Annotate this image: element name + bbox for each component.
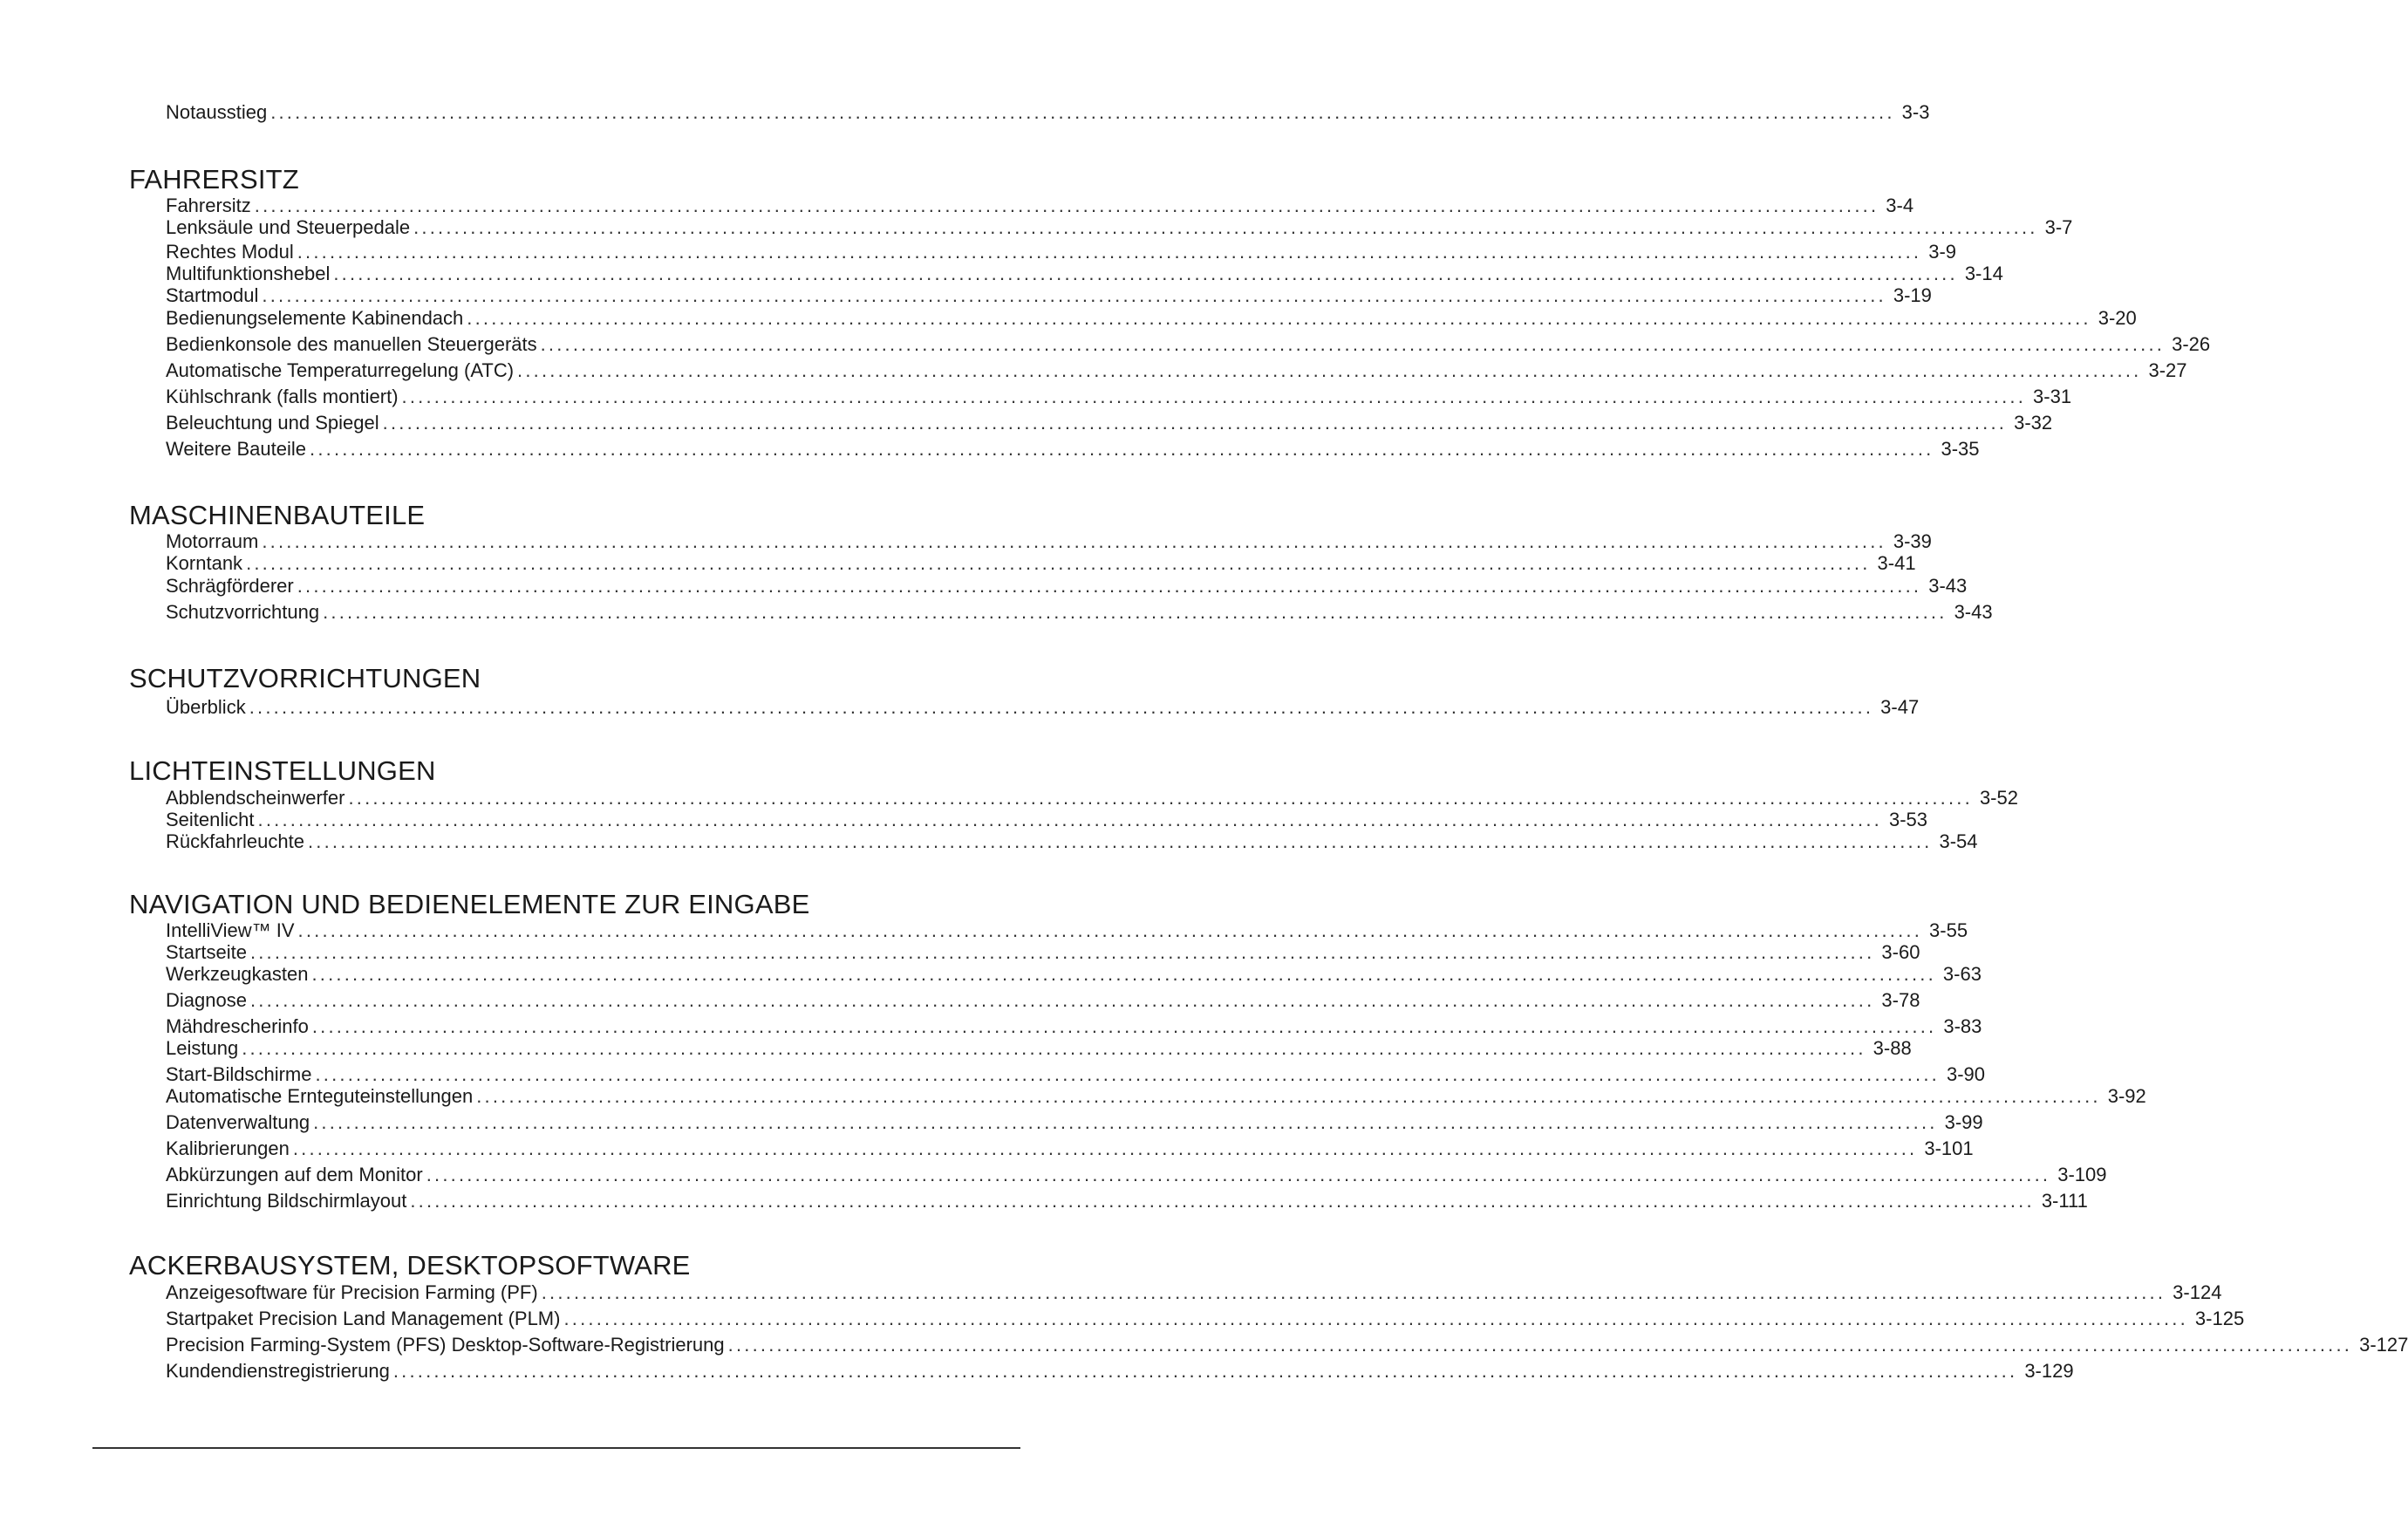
leader-dots: ........................................................................................................................................................................................................: [467, 307, 2091, 329]
toc-entry-page: 3-101: [1924, 1137, 1974, 1159]
toc-entry[interactable]: [166, 696, 1920, 719]
toc-entry[interactable]: [166, 1037, 1912, 1060]
toc-entry-label: Einrichtung Bildschirmlayout: [166, 1190, 407, 1212]
section-heading-schutzvorrichtungen: SCHUTZVORRICHTUNGEN: [129, 663, 481, 693]
toc-entry-page: 3-109: [2057, 1164, 2107, 1185]
leader-dots: ........................................................................................................................................................................................................: [249, 696, 1874, 718]
toc-entry-label: Kühlschrank (falls montiert): [166, 386, 399, 407]
toc-entry-label: Multifunktionshebel: [166, 263, 331, 284]
toc-entry[interactable]: [166, 195, 1914, 217]
toc-entry[interactable]: [166, 216, 2073, 239]
toc-entry[interactable]: [166, 989, 1920, 1012]
leader-dots: ........................................................................................................................................................................................................: [270, 101, 1895, 123]
toc-entry-label: Rückfahrleuchte: [166, 830, 304, 852]
leader-dots: ........................................................................................................................................................................................................: [297, 919, 1923, 941]
toc-entry-label: Abkürzungen auf dem Monitor: [166, 1164, 423, 1185]
toc-entry-page: 3-92: [2107, 1085, 2146, 1107]
leader-dots: ........................................................................................................................................................................................................: [333, 263, 1958, 284]
toc-entry-page: 3-41: [1877, 552, 1916, 574]
leader-dots: ........................................................................................................................................................................................................: [727, 1334, 2353, 1356]
toc-entry[interactable]: [166, 830, 1978, 853]
toc-entry[interactable]: [166, 530, 1932, 553]
leader-dots: ........................................................................................................................................................................................................: [426, 1164, 2051, 1185]
toc-entry-label: Schrägförderer: [166, 575, 294, 597]
toc-entry-page: 3-43: [1928, 575, 1968, 597]
toc-entry-label: Werkzeugkasten: [166, 963, 309, 985]
toc-entry-label: Automatische Ernteguteinstellungen: [166, 1085, 474, 1107]
toc-entry-label: Notausstieg: [166, 101, 268, 123]
toc-entry[interactable]: [166, 386, 2072, 408]
toc-entry[interactable]: [166, 1190, 2088, 1212]
leader-dots: ........................................................................................................................................................................................................: [310, 438, 1934, 460]
toc-entry-page: 3-43: [1954, 601, 1993, 623]
toc-entry-label: Diagnose: [166, 989, 247, 1011]
toc-entry-label: Start-Bildschirme: [166, 1063, 312, 1085]
toc-entry-page: 3-90: [1946, 1063, 1985, 1085]
toc-entry-page: 3-3: [1901, 101, 1930, 123]
toc-entry[interactable]: [166, 1137, 1974, 1160]
toc-entry-page: 3-99: [1944, 1111, 1983, 1133]
toc-entry[interactable]: [166, 1308, 2245, 1330]
section-heading-fahrersitz: FAHRERSITZ: [129, 164, 299, 195]
toc-entry[interactable]: [166, 919, 1968, 942]
leader-dots: ........................................................................................................................................................................................................: [382, 412, 2008, 434]
toc-entry-label: Abblendscheinwerfer: [166, 787, 345, 809]
toc-entry-page: 3-32: [2014, 412, 2053, 434]
leader-dots: ........................................................................................................................................................................................................: [307, 830, 1933, 852]
toc-entry[interactable]: [166, 1281, 2222, 1304]
section-heading-maschinenbauteile: MASCHINENBAUTEILE: [129, 500, 426, 530]
toc-entry-page: 3-14: [1964, 263, 2003, 284]
leader-dots: ........................................................................................................................................................................................................: [315, 1063, 1940, 1085]
toc-entry-label: Fahrersitz: [166, 195, 251, 216]
leader-dots: ........................................................................................................................................................................................................: [476, 1085, 2101, 1107]
toc-entry-label: Startpaket Precision Land Management (PLM): [166, 1308, 561, 1329]
leader-dots: ........................................................................................................................................................................................................: [541, 1281, 2166, 1303]
toc-entry-page: 3-88: [1873, 1037, 1912, 1059]
toc-entry[interactable]: [166, 1063, 1985, 1086]
leader-dots: ........................................................................................................................................................................................................: [246, 552, 1871, 574]
leader-dots: ........................................................................................................................................................................................................: [249, 941, 1875, 963]
toc-entry-page: 3-52: [1979, 787, 2018, 809]
toc-entry-label: Überblick: [166, 696, 246, 718]
toc-entry-label: Leistung: [166, 1037, 239, 1059]
toc-entry-page: 3-83: [1943, 1015, 1982, 1037]
leader-dots: ........................................................................................................................................................................................................: [297, 241, 1922, 263]
section-heading-navigation: NAVIGATION UND BEDIENELEMENTE ZUR EINGABE: [129, 889, 810, 919]
toc-entry-page: 3-111: [2041, 1190, 2088, 1212]
toc-entry-page: 3-9: [1928, 241, 1957, 263]
toc-entry[interactable]: [166, 941, 1920, 964]
toc-entry-page: 3-60: [1881, 941, 1920, 963]
toc-entry[interactable]: [166, 1164, 2107, 1186]
toc-entry-label: Schutzvorrichtung: [166, 601, 320, 623]
toc-entry-notausstieg[interactable]: [166, 101, 1930, 124]
toc-entry-label: Seitenlicht: [166, 809, 255, 830]
leader-dots: ........................................................................................................................................................................................................: [297, 575, 1922, 597]
toc-entry-page: 3-54: [1939, 830, 1978, 852]
toc-entry[interactable]: [166, 1360, 2074, 1383]
toc-entry-page: 3-125: [2194, 1308, 2245, 1329]
toc-entry-label: Startseite: [166, 941, 247, 963]
leader-dots: ........................................................................................................................................................................................................: [540, 333, 2166, 355]
leader-dots: ........................................................................................................................................................................................................: [292, 1137, 1918, 1159]
leader-dots: ........................................................................................................................................................................................................: [348, 787, 1973, 809]
leader-dots: ........................................................................................................................................................................................................: [249, 989, 1875, 1011]
leader-dots: ........................................................................................................................................................................................................: [242, 1037, 1866, 1059]
leader-dots: ........................................................................................................................................................................................................: [392, 1360, 2018, 1382]
toc-entry-label: Weitere Bauteile: [166, 438, 307, 460]
toc-entry[interactable]: [166, 575, 1968, 598]
toc-entry[interactable]: [166, 963, 1982, 986]
toc-entry-label: Korntank: [166, 552, 243, 574]
toc-entry[interactable]: [166, 1085, 2146, 1108]
leader-dots: ........................................................................................................................................................................................................: [410, 1190, 2035, 1212]
toc-entry-page: 3-47: [1880, 696, 1920, 718]
toc-entry-page: 3-35: [1941, 438, 1980, 460]
toc-entry[interactable]: [166, 438, 1980, 461]
leader-dots: ........................................................................................................................................................................................................: [257, 809, 1882, 830]
toc-entry-page: 3-53: [1888, 809, 1928, 830]
toc-entry-label: Automatische Temperaturregelung (ATC): [166, 359, 515, 381]
toc-entry-page: 3-63: [1942, 963, 1982, 985]
toc-entry[interactable]: [166, 333, 2211, 356]
toc-entry-page: 3-26: [2172, 333, 2211, 355]
toc-entry-label: Anzeigesoftware für Precision Farming (PF): [166, 1281, 538, 1303]
leader-dots: ........................................................................................................................................................................................................: [323, 601, 1948, 623]
leader-dots: ........................................................................................................................................................................................................: [254, 195, 1879, 216]
toc-entry[interactable]: [166, 263, 2003, 285]
toc-entry-label: Datenverwaltung: [166, 1111, 310, 1133]
toc-entry[interactable]: [166, 359, 2187, 382]
toc-entry[interactable]: [166, 787, 2018, 809]
toc-entry-page: 3-19: [1893, 284, 1932, 306]
toc-entry-label: Precision Farming-System (PFS) Desktop-Software-Registrierung: [166, 1334, 725, 1356]
toc-entry-page: 3-55: [1929, 919, 1968, 941]
toc-entry-label: Rechtes Modul: [166, 241, 294, 263]
toc-entry[interactable]: [166, 1111, 1983, 1134]
toc-entry-label: Bedienkonsole des manuellen Steuergeräts: [166, 333, 537, 355]
toc-entry-page: 3-129: [2024, 1360, 2074, 1382]
footer-divider: [92, 1447, 1020, 1449]
leader-dots: ........................................................................................................................................................................................................: [311, 1015, 1937, 1037]
toc-entry-label: Startmodul: [166, 284, 259, 306]
section-heading-lichteinstellungen: LICHTEINSTELLUNGEN: [129, 755, 436, 786]
toc-entry-label: Motorraum: [166, 530, 259, 552]
toc-entry[interactable]: [166, 284, 1932, 307]
toc-entry-page: 3-27: [2148, 359, 2187, 381]
toc-entry-page: 3-39: [1893, 530, 1932, 552]
toc-entry-page: 3-31: [2033, 386, 2072, 407]
toc-entry-label: Bedienungselemente Kabinendach: [166, 307, 464, 329]
toc-entry-page: 3-4: [1886, 195, 1914, 216]
leader-dots: ........................................................................................................................................................................................................: [262, 530, 1886, 552]
toc-entry-page: 3-124: [2173, 1281, 2222, 1303]
leader-dots: ........................................................................................................................................................................................................: [413, 216, 2038, 238]
toc-entry[interactable]: [166, 809, 1928, 831]
leader-dots: ........................................................................................................................................................................................................: [311, 963, 1936, 985]
toc-entry[interactable]: [166, 241, 1957, 263]
toc-entry-label: Beleuchtung und Spiegel: [166, 412, 379, 434]
leader-dots: ........................................................................................................................................................................................................: [563, 1308, 2188, 1329]
toc-entry[interactable]: [166, 552, 1916, 575]
toc-entry[interactable]: [166, 601, 1993, 624]
leader-dots: ........................................................................................................................................................................................................: [313, 1111, 1938, 1133]
toc-entry-page: 3-127: [2359, 1334, 2408, 1356]
toc-entry[interactable]: [166, 1334, 2408, 1356]
toc-entry-page: 3-7: [2044, 216, 2073, 238]
toc-entry[interactable]: [166, 1015, 1982, 1038]
toc-entry-label: Kalibrierungen: [166, 1137, 290, 1159]
toc-entry-page: 3-20: [2098, 307, 2137, 329]
toc-entry-page: 3-78: [1881, 989, 1920, 1011]
toc-entry-label: Mähdrescherinfo: [166, 1015, 309, 1037]
section-heading-ackerbausystem: ACKERBAUSYSTEM, DESKTOPSOFTWARE: [129, 1250, 691, 1281]
toc-entry-label: IntelliView™ IV: [166, 919, 295, 941]
toc-entry-label: Lenksäule und Steuerpedale: [166, 216, 411, 238]
toc-entry-label: Kundendienstregistrierung: [166, 1360, 390, 1382]
leader-dots: ........................................................................................................................................................................................................: [401, 386, 2027, 407]
leader-dots: ........................................................................................................................................................................................................: [262, 284, 1886, 306]
leader-dots: ........................................................................................................................................................................................................: [517, 359, 2142, 381]
toc-entry[interactable]: [166, 412, 2053, 434]
toc-entry[interactable]: [166, 307, 2137, 330]
